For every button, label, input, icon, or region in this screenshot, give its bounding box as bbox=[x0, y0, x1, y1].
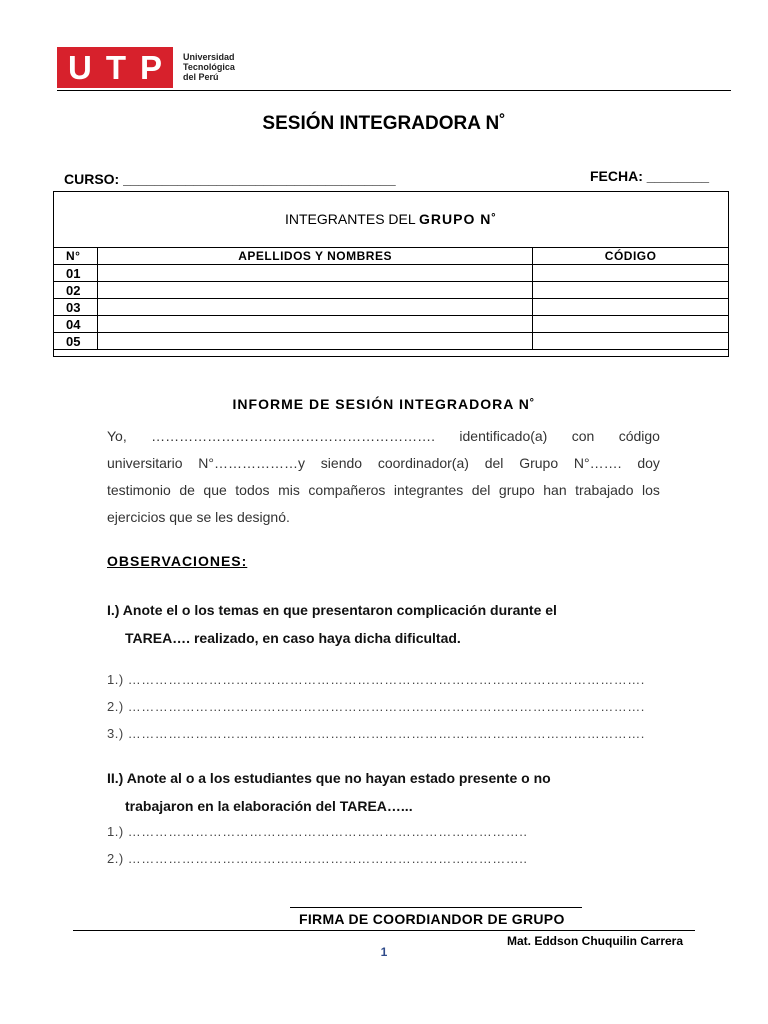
group-heading-bold: GRUPO N˚ bbox=[419, 211, 498, 227]
question-2-line-1: II.) Anote al o a los estudiantes que no hayan estado presente o no bbox=[107, 770, 551, 786]
question-2-line-2: trabajaron en la elaboración del TAREA…... bbox=[125, 798, 413, 814]
paragraph-word: del bbox=[484, 455, 504, 471]
paragraph-word: Grupo bbox=[519, 455, 559, 471]
paragraph-word: código bbox=[618, 428, 660, 444]
answer-line[interactable]: 1.) ……………………………………………………………………………………………………. bbox=[107, 672, 645, 687]
table-header-row bbox=[54, 248, 729, 265]
logo-letter-p: P bbox=[139, 49, 162, 86]
paragraph-word: trabajado bbox=[575, 482, 634, 498]
observaciones-heading: OBSERVACIONES: bbox=[107, 553, 248, 569]
table-row bbox=[54, 316, 729, 333]
curso-field[interactable]: CURSO: ___________________________________ bbox=[64, 171, 396, 187]
answer-line[interactable]: 1.) …………………………………………………………………………….. bbox=[107, 824, 528, 839]
code-cell[interactable] bbox=[533, 333, 729, 350]
paragraph-word: identificado(a) bbox=[459, 428, 548, 444]
paragraph-word: universitario bbox=[107, 455, 183, 471]
header-divider bbox=[57, 90, 731, 91]
document-title: SESIÓN INTEGRADORA N˚ bbox=[262, 113, 506, 134]
row-number: 05 bbox=[54, 333, 98, 350]
paragraph-word: integrantes bbox=[393, 482, 464, 498]
paragraph-word: de bbox=[179, 482, 195, 498]
informe-title: INFORME DE SESIÓN INTEGRADORA N˚ bbox=[232, 396, 536, 412]
paragraph-line-3 bbox=[107, 477, 660, 504]
paragraph-word: con bbox=[571, 428, 595, 444]
paragraph-word: testimonio bbox=[107, 482, 171, 498]
code-cell[interactable] bbox=[533, 299, 729, 316]
question-1-line-2: TAREA…. realizado, en caso haya dicha dificultad. bbox=[125, 630, 461, 646]
name-cell[interactable] bbox=[97, 333, 532, 350]
answer-line[interactable]: 3.) ……………………………………………………………………………………………………. bbox=[107, 726, 645, 741]
row-number: 02 bbox=[54, 282, 98, 299]
group-heading bbox=[53, 211, 729, 227]
question-2 bbox=[107, 764, 551, 820]
paragraph-word[interactable]: N°……. bbox=[573, 455, 622, 471]
row-number: 03 bbox=[54, 299, 98, 316]
paragraph-line-1 bbox=[107, 423, 660, 450]
group-heading-prefix: INTEGRANTES DEL bbox=[284, 211, 420, 227]
code-cell[interactable] bbox=[533, 282, 729, 299]
fecha-field[interactable]: FECHA: ________ bbox=[590, 168, 710, 184]
logo-letter-t: T bbox=[105, 49, 126, 86]
paragraph-word: mis bbox=[278, 482, 300, 498]
members-table bbox=[53, 247, 729, 350]
paragraph-word: compañeros bbox=[308, 482, 386, 498]
paragraph-word: todos bbox=[235, 482, 270, 498]
paragraph-word: siendo bbox=[320, 455, 363, 471]
footer-divider bbox=[73, 930, 695, 931]
name-cell[interactable] bbox=[97, 282, 532, 299]
institution-line: Tecnológica bbox=[183, 62, 235, 72]
name-cell[interactable] bbox=[97, 299, 532, 316]
paragraph-word: coordinador(a) bbox=[377, 455, 469, 471]
paragraph-word: grupo bbox=[498, 482, 535, 498]
signature-line[interactable] bbox=[290, 907, 582, 908]
paragraph-line-4: ejercicios que se les designó. bbox=[107, 509, 290, 525]
answer-line[interactable]: 2.) …………………………………………………………………………….. bbox=[107, 851, 528, 866]
institution-line: del Perú bbox=[183, 72, 219, 82]
column-header-number: N° bbox=[54, 248, 98, 265]
paragraph-word: los bbox=[642, 482, 660, 498]
paragraph-word: Yo, bbox=[107, 428, 127, 444]
row-number: 04 bbox=[54, 316, 98, 333]
signature-label: FIRMA DE COORDIANDOR DE GRUPO bbox=[299, 911, 565, 927]
question-1-line-1: I.) Anote el o los temas en que presentaron complicación durante el bbox=[107, 602, 557, 618]
logo-letter-u: U bbox=[67, 49, 92, 86]
column-header-name: APELLIDOS Y NOMBRES bbox=[97, 248, 532, 265]
row-number: 01 bbox=[54, 265, 98, 282]
table-row bbox=[54, 265, 729, 282]
table-row bbox=[54, 282, 729, 299]
page-number: 1 bbox=[380, 945, 388, 959]
paragraph-word: del bbox=[471, 482, 491, 498]
institution-name bbox=[183, 52, 235, 82]
paragraph-word[interactable]: N°………………y bbox=[198, 455, 305, 471]
utp-logo bbox=[57, 47, 173, 88]
paragraph-line-2 bbox=[107, 450, 660, 477]
institution-line: Universidad bbox=[183, 52, 235, 62]
code-cell[interactable] bbox=[533, 316, 729, 333]
name-cell[interactable] bbox=[97, 265, 532, 282]
author-name: Mat. Eddson Chuquilin Carrera bbox=[507, 934, 684, 948]
paragraph-word[interactable]: ……………………………………………………. bbox=[151, 428, 436, 444]
answer-line[interactable]: 2.) ……………………………………………………………………………………………………. bbox=[107, 699, 645, 714]
paragraph-word: doy bbox=[637, 455, 660, 471]
informe-paragraph bbox=[107, 423, 660, 531]
column-header-code: CÓDIGO bbox=[533, 248, 729, 265]
paragraph-word: han bbox=[543, 482, 567, 498]
table-row bbox=[54, 333, 729, 350]
table-row bbox=[54, 299, 729, 316]
paragraph-word: que bbox=[203, 482, 227, 498]
code-cell[interactable] bbox=[533, 265, 729, 282]
name-cell[interactable] bbox=[97, 316, 532, 333]
question-1 bbox=[107, 596, 557, 652]
